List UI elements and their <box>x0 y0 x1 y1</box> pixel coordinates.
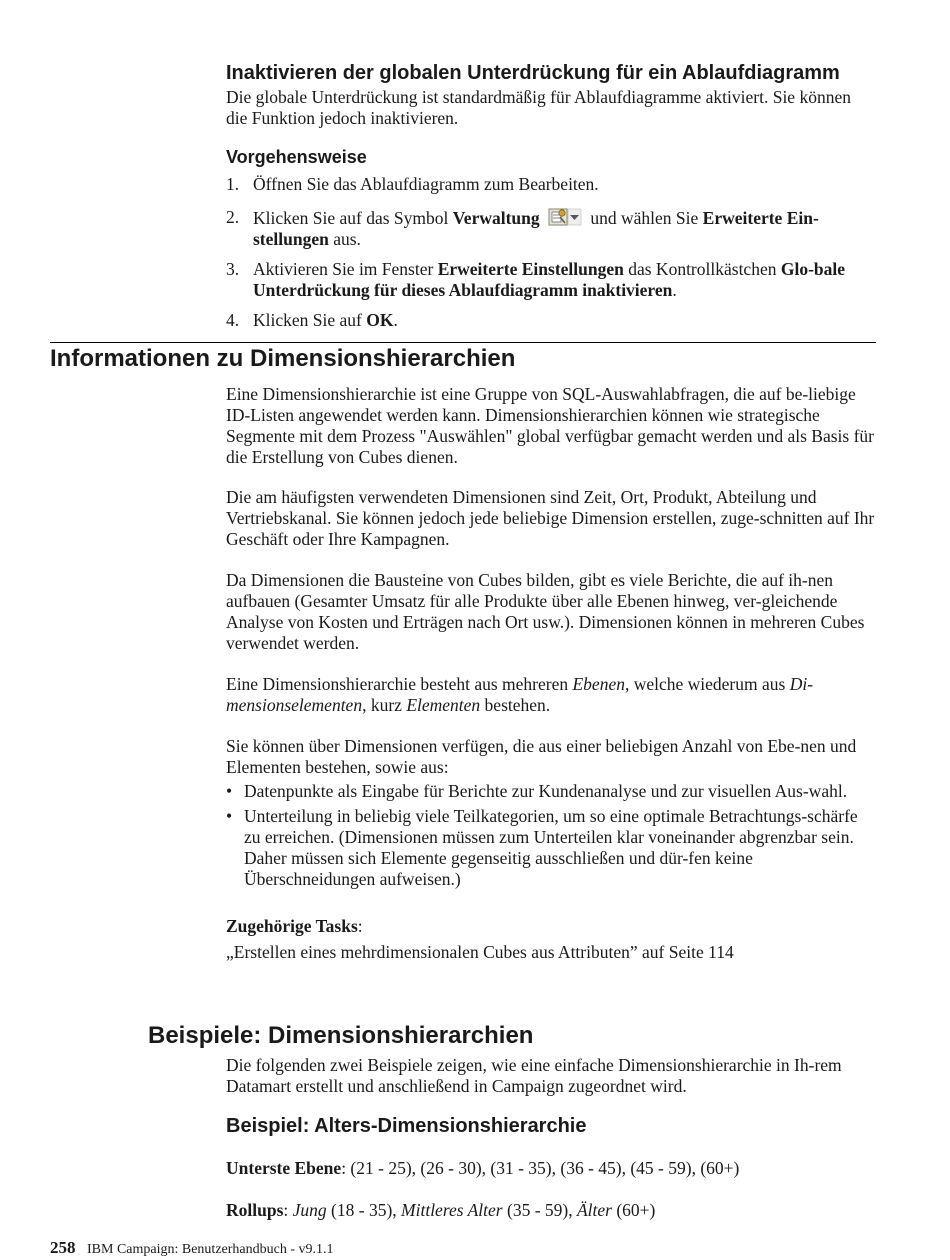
section-title: Inaktivieren der globalen Unterdrückung für ein Ablaufdiagramm <box>226 62 840 84</box>
step-text: . <box>393 310 398 330</box>
step-text: Klicken Sie auf das Symbol <box>253 208 453 228</box>
step-item <box>226 207 876 250</box>
examples-title: Beispiele: Dimensionshierarchien <box>148 1022 534 1049</box>
list-item <box>226 806 876 890</box>
topic-paragraph <box>226 674 876 716</box>
step-number: 4. <box>226 310 240 330</box>
text-run: : <box>283 1200 293 1220</box>
text-run: , kurz <box>362 695 407 715</box>
step-text: Öffnen Sie das Ablaufdiagramm zum Bearbeiten. <box>253 174 599 194</box>
step-number: 1. <box>226 174 240 194</box>
section-intro: Die globale Unterdrückung ist standardmäßig für Ablaufdiagramme aktiviert. Sie können die Funktion jedoch inaktivieren. <box>226 87 851 128</box>
ui-term: Erweiterte Einstellungen <box>437 259 624 279</box>
text-run: bestehen. <box>480 695 551 715</box>
book-title: IBM Campaign: Benutzerhandbuch - v9.1.1 <box>87 1242 334 1257</box>
bullet-icon: • <box>226 781 233 801</box>
step-text: . <box>672 280 677 300</box>
rollup-name: Mittleres Alter <box>401 1200 503 1220</box>
related-label: Zugehörige Tasks <box>226 916 358 936</box>
lowest-level-line <box>226 1158 876 1179</box>
lowest-level-values: : (21 - 25), (26 - 30), (31 - 35), (36 - 45), (45 - 59), (60+) <box>341 1158 740 1178</box>
rollup-name: Älter <box>576 1200 612 1220</box>
step-text: und wählen Sie <box>586 208 703 228</box>
text-run: , welche wiederum aus <box>624 674 790 694</box>
ui-term: Glo-bale Unterdrückung für dieses Ablaufdiagramm inaktivieren <box>253 259 846 300</box>
step-text: aus. <box>328 229 361 249</box>
topic-paragraph: Sie können über Dimensionen verfügen, die aus einer beliebigen Anzahl von Ebe-nen und Elementen bestehen, sowie aus: <box>226 736 857 777</box>
rollups-line <box>226 1200 876 1221</box>
topic-paragraph: Da Dimensionen die Bausteine von Cubes bilden, gibt es viele Berichte, die auf ih-nen aufbauen (Gesamter Umsatz für alle Produkte über alle Ebenen hinweg, ver-gleichende Analyse von Kosten und Erträgen nach Ort usw.). Dimensionen können in mehreren Cubes verwendet werden. <box>226 570 865 653</box>
step-text: das Kontrollkästchen <box>623 259 781 279</box>
bullet-list <box>226 781 876 894</box>
example-subtitle: Beispiel: Alters-Dimensionshierarchie <box>226 1115 587 1137</box>
step-item <box>226 174 876 195</box>
bullet-icon: • <box>226 806 233 826</box>
rollup-range: (35 - 59), <box>502 1200 577 1220</box>
ui-term: OK <box>366 310 394 330</box>
text-run: Eine Dimensionshierarchie besteht aus mehreren <box>226 674 573 694</box>
related-tasks-label <box>226 916 876 937</box>
list-item <box>226 781 876 802</box>
rollup-range: (60+) <box>611 1200 656 1220</box>
term: Ebenen <box>572 674 625 694</box>
lowest-level-label: Unterste Ebene <box>226 1158 342 1178</box>
text-run: : <box>357 916 363 936</box>
topic-paragraph: Die am häufigsten verwendeten Dimensionen sind Zeit, Ort, Produkt, Abteilung und Vertriebskanal. Sie können jedoch jede beliebige Dimension erstellen, zuge-schnitten auf Ihr Geschäft oder Ihre Kampagnen. <box>226 487 875 549</box>
procedure-steps <box>226 174 876 340</box>
topic-title: Informationen zu Dimensionshierarchien <box>50 345 516 372</box>
term: Elementen <box>406 695 481 715</box>
list-item-text: Datenpunkte als Eingabe für Berichte zur Kundenanalyse und zur visuellen Aus-wahl. <box>244 781 848 801</box>
step-item <box>226 310 876 331</box>
list-item-text: Unterteilung in beliebig viele Teilkategorien, um so eine optimale Betrachtungs-schärfe zu erreichen. (Dimensionen müssen zum Unterteilen klar voneinander abgrenzbar sein. Daher müssen sich Elemente gegenseitig ausschließen und dür-fen keine Überschneidungen aufweisen.) <box>244 806 858 889</box>
rollup-name: Jung <box>292 1200 327 1220</box>
topic-paragraph: Eine Dimensionshierarchie ist eine Gruppe von SQL-Auswahlabfragen, die auf be-liebige ID-Listen angewendet werden kann. Dimensionshierarchien können wie strategische Segmente mit dem Prozess "Auswählen" global verfügbar gemacht werden und als Basis für die Erstellung von Cubes dienen. <box>226 384 875 467</box>
page-number: 258 <box>50 1238 76 1257</box>
procedure-heading: Vorgehensweise <box>226 147 367 167</box>
administration-icon <box>548 207 582 227</box>
step-text: Aktivieren Sie im Fenster <box>253 259 438 279</box>
page-footer <box>50 1238 334 1258</box>
term: Di-mensionselementen <box>226 674 814 715</box>
related-task-link[interactable]: „Erstellen eines mehrdimensionalen Cubes aus Attributen” auf Seite 114 <box>226 942 734 962</box>
ui-term: Erweiterte Ein-stellungen <box>253 208 819 249</box>
step-item <box>226 259 876 301</box>
rollups-label: Rollups <box>226 1200 284 1220</box>
step-number: 2. <box>226 207 240 227</box>
examples-intro: Die folgenden zwei Beispiele zeigen, wie eine einfache Dimensionshierarchie in Ih-rem Datamart erstellt und anschließend in Campaign zugeordnet wird. <box>226 1055 842 1096</box>
step-text: Klicken Sie auf <box>253 310 367 330</box>
step-number: 3. <box>226 259 240 279</box>
ui-term: Verwaltung <box>452 208 540 228</box>
rollup-range: (18 - 35), <box>326 1200 402 1220</box>
section-divider <box>50 342 876 343</box>
